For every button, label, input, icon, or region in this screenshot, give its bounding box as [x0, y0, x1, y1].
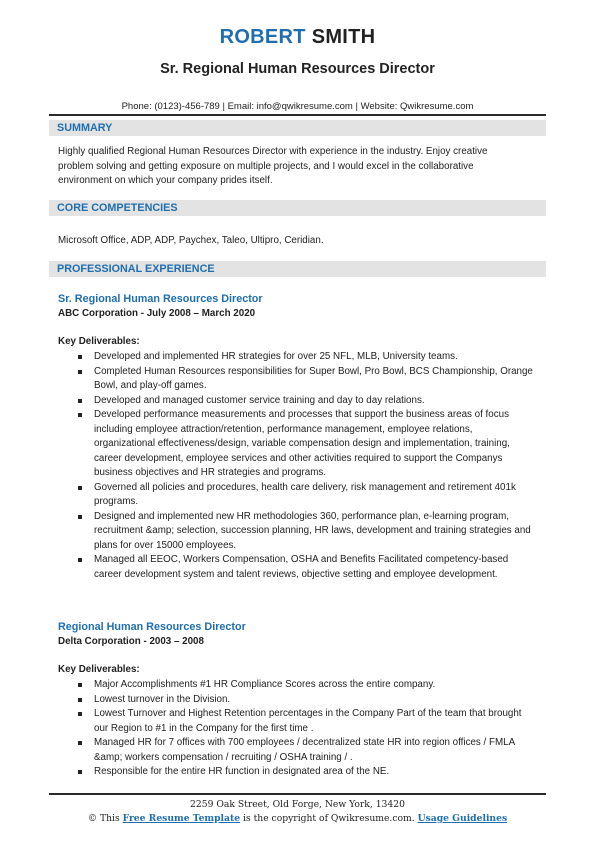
list-item-text: Governed all policies and procedures, health care delivery, risk management and retirement 401k programs.: [94, 481, 516, 507]
job-title: Sr. Regional Human Resources Director: [58, 293, 263, 305]
list-item: [58, 350, 536, 365]
list-item: [58, 408, 536, 481]
footer-address: 2259 Oak Street, Old Forge, New York, 13420: [190, 799, 405, 810]
candidate-name: [0, 26, 595, 49]
list-item: [58, 553, 536, 582]
bullet-icon: [78, 558, 82, 562]
job-company: ABC Corporation - July 2008 – March 2020: [58, 308, 256, 319]
bullet-icon: [78, 698, 82, 702]
list-item-text: Managed all EEOC, Workers Compensation, OSHA and Benefits Facilitated competency-based career development system and talent reviews, objective setting and employee development.: [94, 554, 509, 580]
key-deliverables-label: Key Deliverables:: [58, 664, 140, 675]
bullet-icon: [78, 712, 82, 716]
bullet-icon: [78, 683, 82, 687]
list-item: [58, 736, 536, 765]
list-item-text: Managed HR for 7 offices with 700 employees / decentralized state HR into region offices / FMLA &amp; workers compensation / recruiting / OSHA training / .: [94, 737, 515, 763]
summary-text: Highly qualified Regional Human Resources Director with experience in the industry. Enjoy creative problem solving and getting exposure on multiple projects, and I would excel in the collaborative environment on which your company prides itself.: [58, 146, 488, 186]
competencies-text: Microsoft Office, ADP, ADP, Paychex, Taleo, Ultipro, Ceridian.: [58, 235, 324, 246]
bullet-icon: [78, 399, 82, 403]
list-item: [58, 510, 536, 554]
list-item-text: Completed Human Resources responsibilities for Super Bowl, Pro Bowl, BCS Championship, Orange Bowl, and play-off games.: [94, 365, 533, 391]
list-item-text: Developed and managed customer service training and day to day relations.: [94, 394, 425, 406]
usage-guidelines-link[interactable]: Usage Guidelines: [417, 813, 508, 824]
bullet-icon: [78, 370, 82, 374]
list-item: [58, 394, 536, 409]
bullet-icon: [78, 770, 82, 774]
footer-divider: [49, 793, 546, 795]
job-title: Regional Human Resources Director: [58, 621, 246, 633]
list-item-text: Developed performance measurements and processes that support the business areas of focus including employee attraction/retention, performance management, employee relations, organizational effectiveness/design, variable compensation design and implementation, training, career development, employee services and other activities required to support the Companys business objectives and HR strategies and programs.: [94, 409, 510, 478]
candidate-title: Sr. Regional Human Resources Director: [160, 61, 435, 77]
list-item-text: Major Accomplishments #1 HR Compliance Scores across the entire company.: [94, 679, 436, 690]
bullet-icon: [78, 355, 82, 359]
list-item-text: Responsible for the entire HR function in designated area of the NE.: [94, 766, 390, 777]
list-item: [58, 693, 536, 708]
list-item-text: Designed and implemented new HR methodologies 360, performance plan, e-learning program, recruitment &amp; selection, succession planning, HR laws, development and training strategies and plans for over 15000 employees.: [94, 510, 531, 551]
list-item: [58, 678, 536, 693]
copyright-middle: is the copyright of Qwikresume.com.: [240, 813, 418, 824]
bullet-icon: [78, 741, 82, 745]
free-resume-template-link[interactable]: Free Resume Template: [122, 813, 241, 824]
list-item-text: Developed and implemented HR strategies for over 25 NFL, MLB, University teams.: [94, 351, 458, 362]
list-item: [58, 707, 536, 736]
bullet-icon: [78, 486, 82, 490]
section-heading-competencies: CORE COMPETENCIES: [49, 200, 546, 216]
section-heading-summary: SUMMARY: [49, 120, 546, 136]
contact-line: Phone: (0123)-456-789 | Email: info@qwikresume.com | Website: Qwikresume.com: [121, 101, 474, 112]
key-deliverables-label: Key Deliverables:: [58, 336, 140, 347]
list-item: [58, 365, 536, 394]
bullet-icon: [78, 515, 82, 519]
last-name: SMITH: [311, 26, 376, 48]
deliverables-list: [58, 678, 536, 780]
copyright-prefix: © This: [87, 813, 123, 824]
section-heading-experience: PROFESSIONAL EXPERIENCE: [49, 261, 546, 277]
list-item-text: Lowest Turnover and Highest Retention percentages in the Company Part of the team that brought our Region to #1 in the Company for the first time .: [94, 708, 522, 734]
list-item-text: Lowest turnover in the Division.: [94, 693, 231, 705]
deliverables-list: [58, 350, 536, 582]
first-name: ROBERT: [219, 26, 306, 48]
footer-copyright: [0, 813, 595, 824]
header-divider: [49, 114, 546, 116]
bullet-icon: [78, 413, 82, 417]
list-item: [58, 765, 536, 780]
job-company: Delta Corporation - 2003 – 2008: [58, 636, 204, 647]
list-item: [58, 481, 536, 510]
